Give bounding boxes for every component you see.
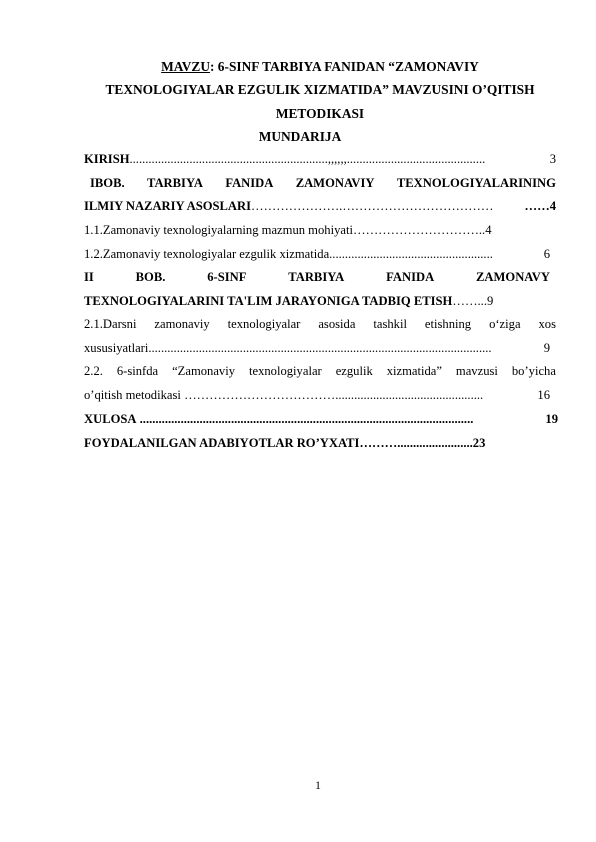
toc-page-number: 19 <box>545 412 558 426</box>
toc-word: 6-sinfda <box>116 364 159 378</box>
toc-page-number: ……4 <box>524 199 556 213</box>
topic-label: MAVZU <box>161 59 210 74</box>
toc-page-number: 9 <box>486 294 494 308</box>
toc-word: 2.2. <box>84 364 103 378</box>
toc-entry-2-2-line2[interactable] <box>84 388 550 403</box>
toc-entry-references[interactable] <box>84 436 550 451</box>
toc-word: etishning <box>424 317 472 331</box>
toc-word: ZAMONAVIY <box>295 176 375 190</box>
toc-label: xususiyatlari <box>84 341 149 355</box>
toc-entry-2-1-line2[interactable] <box>84 341 550 356</box>
toc-entry-kirish[interactable] <box>84 152 556 167</box>
toc-label: 1.1.Zamonaviy texnologiyalarning mazmun mohiyati <box>84 223 353 237</box>
toc-page-number: 3 <box>549 152 556 166</box>
toc-entry-chapter2-line1[interactable] <box>84 270 550 285</box>
toc-label: 1.2.Zamonaviy texnologiyalar ezgulik xizmatida <box>84 247 330 261</box>
toc-word: II <box>84 270 94 284</box>
toc-word: 6-SINF <box>207 270 247 284</box>
toc-page-number: 9 <box>543 341 550 355</box>
title-line-3: METODIKASI <box>275 106 365 121</box>
toc-entry-chapter2-line2[interactable] <box>84 294 550 309</box>
toc-entry-chapter1-line2[interactable] <box>84 199 556 214</box>
toc-word: FANIDA <box>225 176 274 190</box>
toc-word: texnologiyalar <box>227 317 301 331</box>
toc-entry-2-1-line1[interactable] <box>84 317 556 332</box>
toc-word: IBOB. <box>90 176 125 190</box>
title-line-1 <box>84 59 556 75</box>
toc-word: xizmatida” <box>386 364 442 378</box>
toc-label: TEXNOLOGIYALARINI TA'LIM JARAYONIGA TADBIQ ETISH <box>84 294 453 308</box>
toc-word: TEXNOLOGIYALARINING <box>396 176 556 190</box>
toc-word: xos <box>538 317 556 331</box>
toc-leader: ...............................................................,,,,,,............................................ <box>129 152 486 166</box>
toc-word: “Zamonaviy <box>172 364 236 378</box>
toc-label: o’qitish metodikasi <box>84 388 181 402</box>
toc-word: FANIDA <box>386 270 435 284</box>
toc-label: ILMIY NAZARIY ASOSLARI <box>84 199 252 213</box>
toc-leader: ………........................ <box>359 436 473 450</box>
toc-word: mavzusi <box>455 364 498 378</box>
toc-entry-chapter1-line1[interactable] <box>90 176 556 191</box>
toc-page-number: 6 <box>543 247 550 261</box>
toc-page-number: 16 <box>537 388 550 402</box>
toc-leader: ………………………….. <box>352 223 486 237</box>
toc-word: texnologiyalar <box>248 364 322 378</box>
toc-label: XULOSA <box>84 412 137 426</box>
toc-word: zamonaviy <box>154 317 210 331</box>
toc-leader: ………………………………............................................... <box>184 388 484 402</box>
toc-word: bo’yicha <box>511 364 556 378</box>
toc-word: asosida <box>318 317 356 331</box>
title-line-1-rest: : 6-SINF TARBIYA FANIDAN “ZAMONAVIY <box>210 59 479 74</box>
toc-word: TARBIYA <box>288 270 345 284</box>
toc-leader: .......................................................................................................... <box>139 412 474 426</box>
toc-entry-1-1[interactable] <box>84 223 546 238</box>
toc-word: TARBIYA <box>146 176 203 190</box>
toc-page-number: 4 <box>485 223 492 237</box>
toc-word: BOB. <box>135 270 166 284</box>
toc-word: ZAMONAVY <box>476 270 550 284</box>
contents-heading: MUNDARIJA <box>258 129 342 144</box>
toc-word: tashkil <box>373 317 407 331</box>
toc-leader: .................................................... <box>329 247 493 261</box>
toc-word: ezgulik <box>335 364 373 378</box>
toc-word: 2.1.Darsni <box>84 317 137 331</box>
toc-entry-xulosa[interactable] <box>84 412 558 427</box>
toc-page-number: 23 <box>472 436 486 450</box>
toc-label: FOYDALANILGAN ADABIYOTLAR RO’YXATI <box>84 436 360 450</box>
title-line-2: TEXNOLOGIYALAR EZGULIK XIZMATIDA” MAVZUSINI O’QITISH <box>105 82 535 97</box>
toc-label: KIRISH <box>84 152 130 166</box>
toc-leader: ............................................................................................................. <box>148 341 492 355</box>
toc-entry-1-2[interactable] <box>84 247 550 262</box>
page-number: 1 <box>315 780 321 792</box>
toc-entry-2-2-line1[interactable] <box>84 364 556 379</box>
toc-leader: ………………….……………………………… <box>251 199 494 213</box>
toc-leader: ……... <box>452 294 487 308</box>
toc-word: o‘ziga <box>489 317 521 331</box>
